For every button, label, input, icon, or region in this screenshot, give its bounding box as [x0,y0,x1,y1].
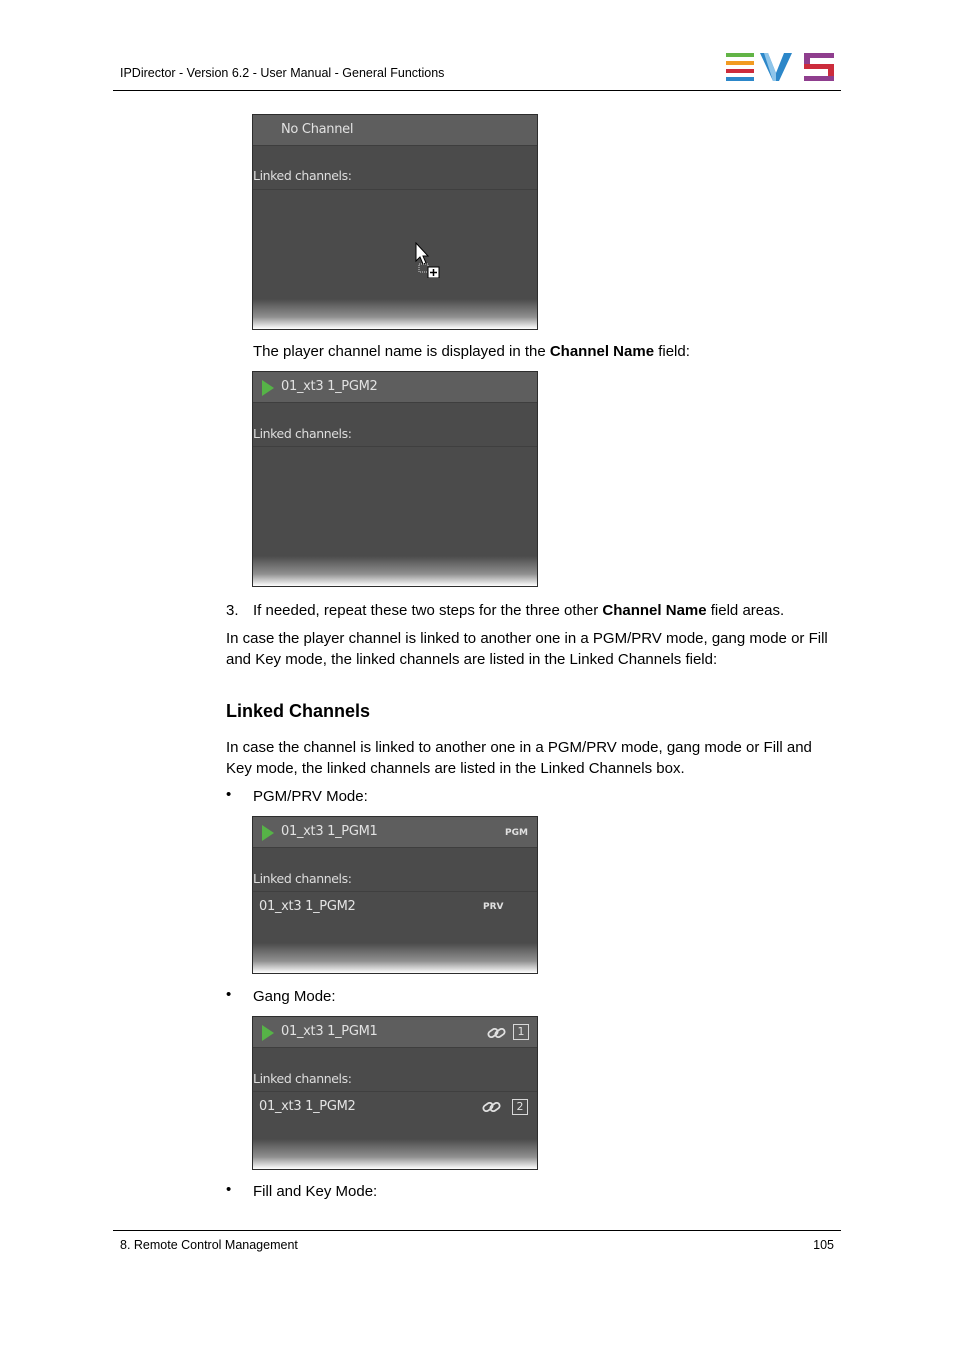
linked-channels-label: Linked channels: [253,426,352,441]
paragraph-linked-box: In case the channel is linked to another one in a PGM/PRV mode, gang mode or Fill and Key mode, the linked channels are listed in the Linked Channels box. [226,739,812,777]
channel-name-field[interactable] [253,115,537,146]
footer-rule [113,1230,841,1231]
header-title: IPDirector - Version 6.2 - User Manual - General Functions [120,66,445,80]
linked-channel-name: 01_xt3 1_PGM2 [259,1099,356,1114]
linked-channel-name: 01_xt3 1_PGM2 [259,899,356,914]
linked-channels-rule [253,189,537,190]
evs-logo [726,53,834,81]
prv-badge: PRV [483,902,504,912]
link-icon [487,1026,507,1040]
bullet-gang: Gang Mode: [253,988,336,1005]
channel-panel-gang [252,1016,538,1170]
pgm-badge: PGM [505,828,528,838]
bullet-marker: • [226,986,232,1003]
step-number: 3. [226,602,239,619]
channel-name-field[interactable] [253,817,537,848]
bullet-fill-key: Fill and Key Mode: [253,1183,378,1200]
footer-page-number: 105 [813,1238,834,1252]
play-icon [262,825,274,841]
channel-name-text: No Channel [281,122,354,137]
play-icon [262,1025,274,1041]
channel-name-field[interactable] [253,1017,537,1048]
linked-channels-rule [253,1091,537,1092]
header-rule [113,90,841,91]
linked-channels-label: Linked channels: [253,1071,352,1086]
play-icon [262,380,274,396]
channel-name-text: 01_xt3 1_PGM1 [281,824,378,839]
linked-channels-rule [253,891,537,892]
channel-name-text: 01_xt3 1_PGM2 [281,379,378,394]
channel-panel-no-channel [252,114,538,330]
channel-panel-named [252,371,538,587]
linked-channels-rule [253,446,537,447]
link-icon [482,1100,502,1114]
caption-channel-name: The player channel name is displayed in the Channel Name field: [253,343,690,360]
bullet-marker: • [226,786,232,803]
footer-chapter: 8. Remote Control Management [120,1238,298,1252]
bullet-marker: • [226,1181,232,1198]
channel-name-field[interactable] [253,372,537,403]
channel-panel-pgm-prv [252,816,538,974]
channel-name-text: 01_xt3 1_PGM1 [281,1024,378,1039]
step-text: If needed, repeat these two steps for the three other Channel Name field areas. [253,602,785,619]
gang-number-badge: 2 [512,1099,528,1115]
linked-channels-label: Linked channels: [253,168,352,183]
section-heading: Linked Channels [226,701,371,721]
drag-copy-cursor-icon [415,242,443,278]
bullet-pgm-prv: PGM/PRV Mode: [253,788,368,805]
linked-channels-label: Linked channels: [253,871,352,886]
paragraph-linked-field: In case the player channel is linked to another one in a PGM/PRV mode, gang mode or Fill and Key mode, the linked channels are listed in the Linked Channels field: [226,630,828,668]
gang-number-badge: 1 [513,1024,529,1040]
